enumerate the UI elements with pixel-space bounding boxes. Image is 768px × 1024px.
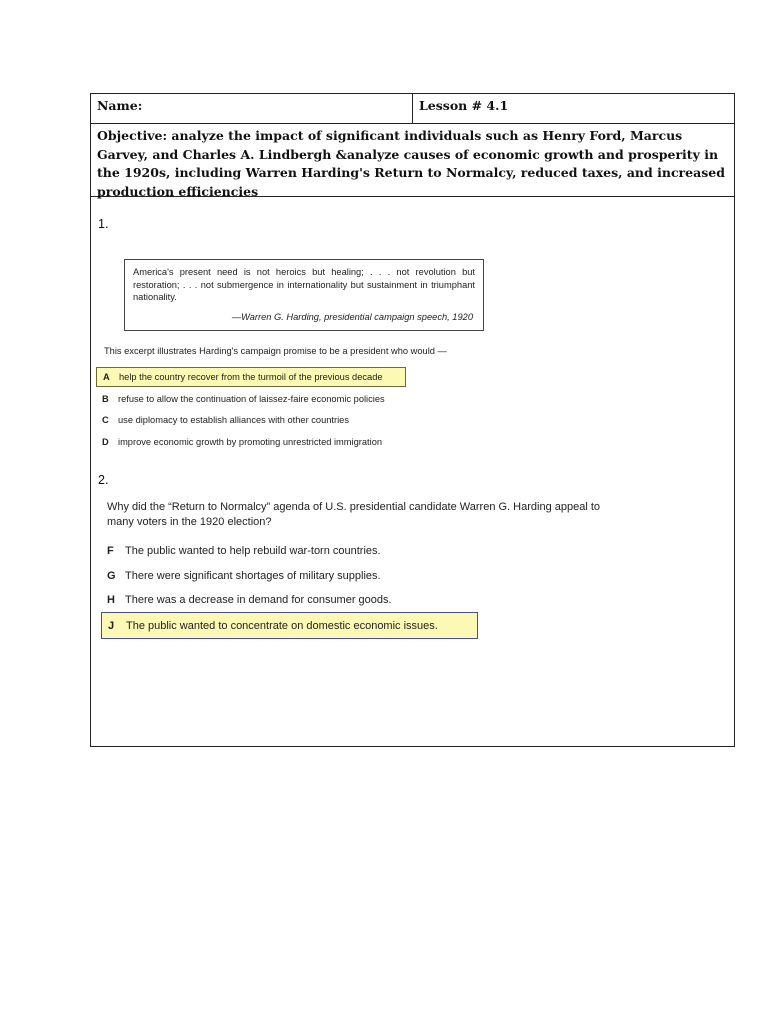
- question-1-stem: This excerpt illustrates Harding's campaign promise to be a president who would —: [104, 346, 447, 356]
- quote-source: —Warren G. Harding, presidential campaign speech, 1920: [231, 312, 473, 323]
- choice-letter: H: [107, 594, 115, 606]
- choice-letter: B: [102, 394, 109, 404]
- worksheet-table: [90, 93, 735, 747]
- question-1-choice-a[interactable]: [96, 367, 406, 387]
- question-2-choice-g[interactable]: [101, 564, 381, 588]
- choice-text: There were significant shortages of military supplies.: [125, 570, 381, 582]
- choice-letter: F: [107, 545, 114, 557]
- quote-box: [124, 259, 484, 331]
- question-2-choice-h[interactable]: [101, 588, 392, 612]
- objective-text: Objective: analyze the impact of significant individuals such as Henry Ford, Marcus Garvey, and Charles A. Lindbergh &analyze causes of economic growth and prosperity in the 1920s, including Warren Harding's Return to Normalcy, reduced taxes, and increased production efficiencies: [91, 124, 734, 197]
- question-1-choice-d[interactable]: [96, 432, 382, 452]
- header-row: [91, 94, 734, 124]
- question-1-number: 1.: [98, 217, 109, 231]
- choice-letter: J: [108, 619, 115, 632]
- choice-text: refuse to allow the continuation of laissez-faire economic policies: [118, 394, 385, 404]
- name-field: Name:: [91, 94, 413, 123]
- choice-letter: A: [103, 372, 110, 382]
- choice-letter: G: [107, 570, 116, 582]
- question-2-number: 2.: [98, 473, 109, 487]
- question-2-choice-j[interactable]: [101, 612, 478, 639]
- lesson-number: Lesson # 4.1: [419, 98, 509, 113]
- question-2-choice-f[interactable]: [101, 539, 381, 563]
- choice-text: The public wanted to concentrate on domestic economic issues.: [126, 619, 438, 632]
- choice-text: use diplomacy to establish alliances with other countries: [118, 415, 349, 425]
- choice-text: help the country recover from the turmoil of the previous decade: [119, 372, 383, 382]
- question-1-choice-b[interactable]: [96, 389, 385, 409]
- question-1-choice-c[interactable]: [96, 410, 349, 430]
- choice-letter: C: [102, 415, 109, 425]
- choice-text: improve economic growth by promoting unrestricted immigration: [118, 437, 383, 447]
- choice-letter: D: [102, 437, 109, 447]
- choice-text: The public wanted to help rebuild war-torn countries.: [125, 545, 381, 557]
- question-2-stem: Why did the “Return to Normalcy” agenda of U.S. presidential candidate Warren G. Harding appeal to many voters in the 1920 election?: [107, 501, 601, 528]
- quote-text: America's present need is not heroics but healing; . . . not revolution but restoration; . . . not submergence in internationality but sustainment in triumphant nationality.: [133, 267, 475, 303]
- choice-text: There was a decrease in demand for consumer goods.: [125, 594, 392, 606]
- questions-area: [91, 197, 734, 745]
